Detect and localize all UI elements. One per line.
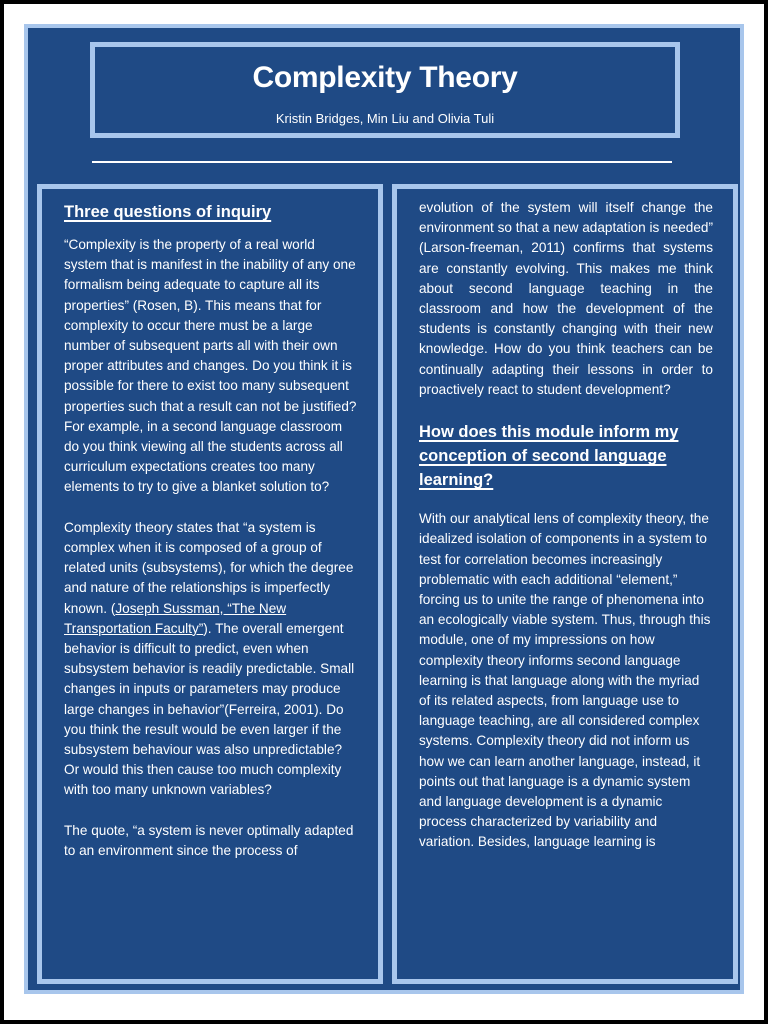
poster-panel xyxy=(24,24,744,994)
right-column-content xyxy=(397,189,733,853)
right-column xyxy=(392,184,738,984)
paragraph-complexity-definition: “Complexity is the property of a real world system that is manifest in the inability of any one formalism being adequate to capture all its properties” (Rosen, B). This means that for complexity to occur there must be a large number of subsequent parts all with their own proper attributes and changes. Do you think it is possible for there to exist too many subsequent properties such that a result can not be justified? For example, in a second language classroom do you think viewing all the students across all curriculum expectations creates too many elements to try to give a blanket solution to? xyxy=(64,237,357,495)
paragraph-analytical-lens: With our analytical lens of complexity theory, the idealized isolation of components in a system to test for correlation becomes increasingly problematic with each additional “element,” forcing us to unite the range of phenomena into an ecologically viable system. Thus, through this module, one of my impressions on how complexity theory informs second language learning is that language along with the myriad of its related aspects, from language use to language teaching, are all considered complex systems. Complexity theory did not inform us how we can learn another language, instead, it points out that language is a dynamic system and language development is a dynamic process characterized by variability and variation. Besides, language learning is xyxy=(419,511,711,850)
left-column xyxy=(37,184,383,984)
title-box xyxy=(90,42,680,138)
sussman-citation-link[interactable]: Joseph Sussman, “The New Transportation Faculty” xyxy=(64,600,287,636)
paragraph-quote-start: The quote, “a system is never optimally adapted to an environment since the process of xyxy=(64,822,354,859)
paragraph-text-after-link: ). The overall emergent behavior is difficult to predict, even when subsystem behavior is readily predictable. Small changes in inputs or parameters may produce large changes in behavior”(Ferreira, 2001). Do you think the result would be even larger if the subsystem behaviour was also unpredictable? Or would this then cause too much complexity with too many unknown variables? xyxy=(64,620,355,798)
poster-authors: Kristin Bridges, Min Liu and Olivia Tuli xyxy=(275,111,495,126)
paragraph-complexity-theory xyxy=(64,518,358,801)
poster-title: Complexity Theory xyxy=(252,61,518,94)
section-heading-module: How does this module inform my conception of second language learning? xyxy=(419,423,679,490)
title-divider xyxy=(92,161,672,163)
section-heading-questions: Three questions of inquiry xyxy=(64,203,272,221)
paragraph-quote-continued: evolution of the system will itself change the environment so that a new adaptation is needed” (Larson-freeman, 2011) confirms that systems are constantly evolving. This makes me think about second language teaching in the classroom and how the development of the students is constantly changing with their new knowledge. How do you think teachers can be continually adapting their lessons in order to proactively react to student development? xyxy=(419,200,713,397)
left-column-content xyxy=(42,189,378,861)
paragraph-text-before-link: Complexity theory states that “a system is complex when it is composed of a group of related units (subsystems), for which the degree and nature of the relationships is imperfectly known. ( xyxy=(64,519,354,616)
page xyxy=(4,4,764,1020)
